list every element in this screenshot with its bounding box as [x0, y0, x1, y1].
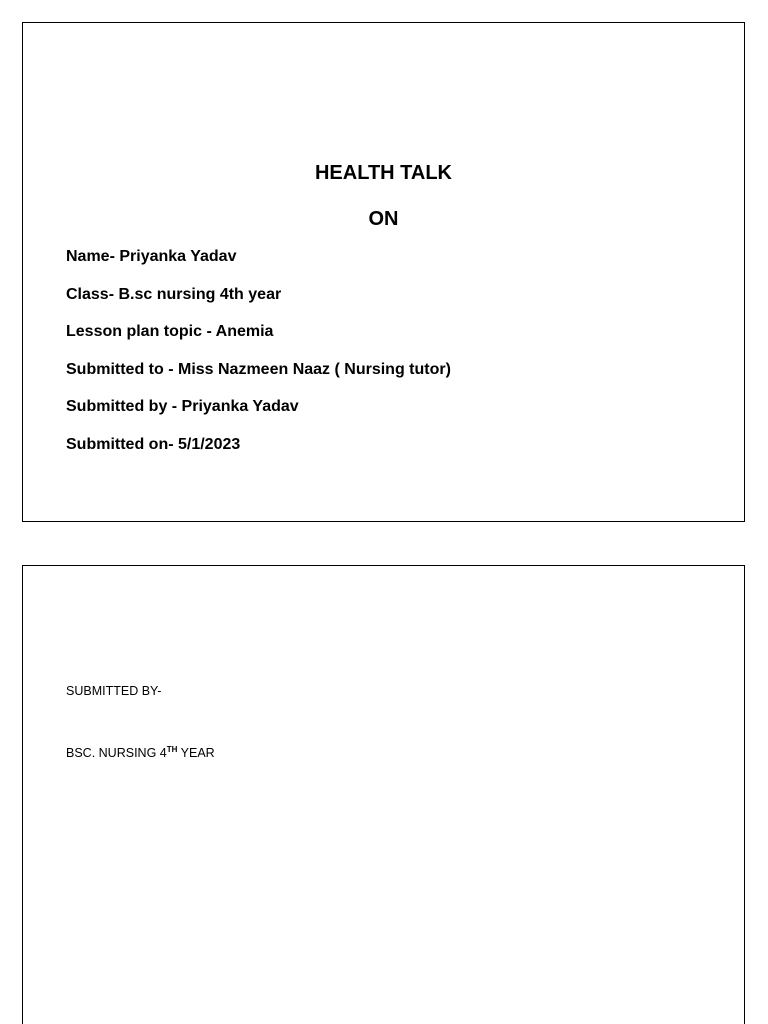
year-line: [66, 742, 215, 761]
title-health-talk: HEALTH TALK: [314, 162, 452, 184]
year-suffix: YEAR: [177, 746, 215, 760]
info-submitted-to: Submitted to - Miss Nazmeen Naaz ( Nursing tutor): [66, 360, 451, 378]
info-submitted-on: Submitted on- 5/1/2023: [66, 435, 241, 453]
info-name: Name- Priyanka Yadav: [66, 248, 237, 265]
document-page-2: [22, 565, 745, 1024]
info-submitted-by: Submitted by - Priyanka Yadav: [66, 398, 299, 415]
submitted-by-caption: SUBMITTED BY-: [66, 684, 162, 698]
title-on: ON: [368, 208, 399, 230]
info-lesson-topic: Lesson plan topic - Anemia: [66, 323, 274, 340]
info-class: Class- B.sc nursing 4th year: [66, 285, 282, 303]
info-list: [66, 247, 451, 472]
year-prefix: BSC. NURSING 4: [66, 746, 167, 760]
year-superscript: TH: [166, 745, 178, 754]
document-page-1: [22, 22, 745, 522]
